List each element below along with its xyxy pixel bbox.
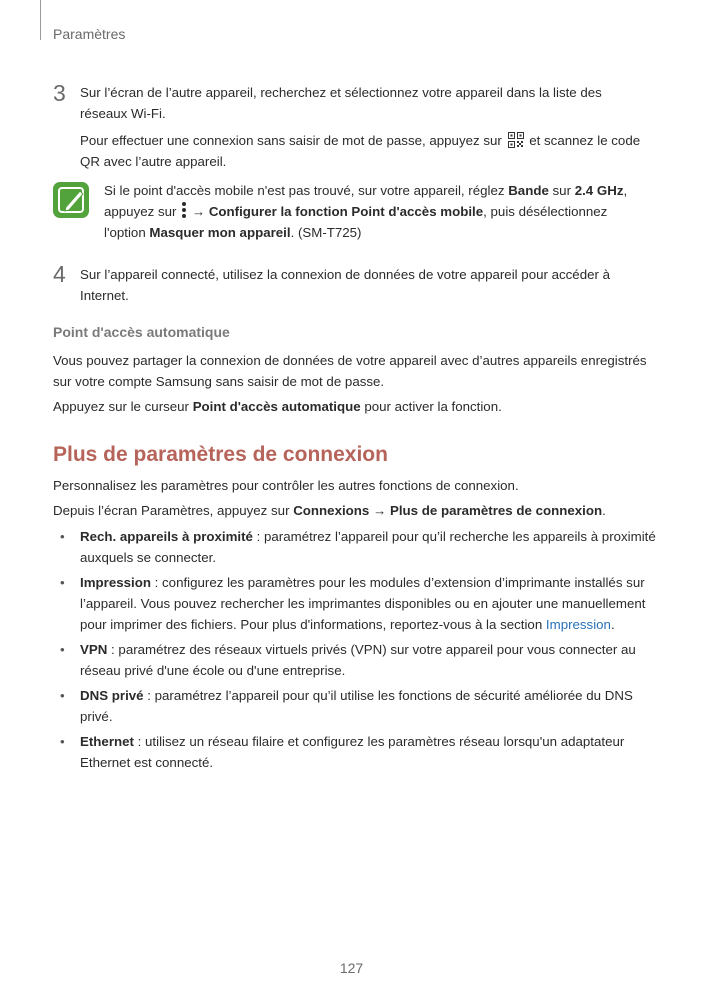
auto-hotspot-instruction: Appuyez sur le curseur Point d'accès automatique pour activer la fonction. [53, 399, 502, 414]
page-header: Paramètres [53, 26, 126, 42]
step-number-4: 4 [53, 261, 66, 287]
list-item: • Ethernet : utilisez un réseau filaire et configurez les paramètres réseau lorsqu'un adaptateur Ethernet est connecté. [60, 734, 625, 770]
auto-hotspot-heading: Point d'accès automatique [53, 324, 230, 340]
section-path: Depuis l’écran Paramètres, appuyez sur Connexions → Plus de paramètres de connexion. [53, 503, 606, 518]
step-3-body [80, 82, 652, 172]
settings-list [60, 526, 660, 777]
qr-code-icon [508, 132, 524, 148]
list-item: • Rech. appareils à proximité : paramétrez l’appareil pour qu’il recherche les appareils à proximité auxquels se connecter. [60, 529, 656, 565]
note-hide-device: Masquer mon appareil [149, 225, 291, 240]
header-rule [40, 0, 41, 40]
page-number: 127 [339, 960, 364, 976]
note-configure-hotspot: Configurer la fonction Point d'accès mobile [208, 204, 484, 219]
note-text: Si le point d'accès mobile n'est pas trouvé, sur votre appareil, réglez Bande sur 2.4 GHz, appuyez sur → Configurer la fonction Point d'accès mobile, puis désélectionnez l'option Masquer mon appareil. (SM-T725) [104, 183, 628, 240]
list-item: • DNS privé : paramétrez l’appareil pour qu’il utilise les fonctions de sécurité améliorée du DNS privé. [60, 688, 633, 724]
step-4-body: Sur l’appareil connecté, utilisez la connexion de données de votre appareil pour accéder à Internet. [80, 267, 610, 303]
step-number-3: 3 [53, 80, 66, 106]
note-icon [53, 182, 89, 218]
more-options-icon [180, 201, 188, 219]
auto-hotspot-description: Vous pouvez partager la connexion de données de votre appareil avec d’autres appareils enregistrés sur votre compte Samsung sans saisir de mot de passe. [53, 353, 647, 389]
note-band: Bande [508, 183, 549, 198]
note-band-value: 2.4 GHz [574, 183, 624, 198]
section-title: Plus de paramètres de connexion [53, 443, 388, 466]
step-3-line-2: Pour effectuer une connexion sans saisir de mot de passe, appuyez sur et scannez le code QR avec l’autre appareil. [80, 133, 641, 169]
step-3-line-1: Sur l’écran de l’autre appareil, recherchez et sélectionnez votre appareil dans la liste des réseaux Wi-Fi. [80, 85, 602, 121]
list-item: • Impression : configurez les paramètres pour les modules d’extension d’imprimante installés sur l’appareil. Vous pouvez rechercher les imprimantes disponibles ou en ajouter une manuellement pour imprimer des fichiers. Pour plus d'informations, reportez-vous à la section Impression. [60, 575, 646, 632]
impression-link[interactable]: Impression [545, 617, 611, 632]
section-intro: Personnalisez les paramètres pour contrôler les autres fonctions de connexion. [53, 478, 519, 493]
list-item: • VPN : paramétrez des réseaux virtuels privés (VPN) sur votre appareil pour vous connecter au réseau privé d'une école ou d'une entreprise. [60, 642, 636, 678]
